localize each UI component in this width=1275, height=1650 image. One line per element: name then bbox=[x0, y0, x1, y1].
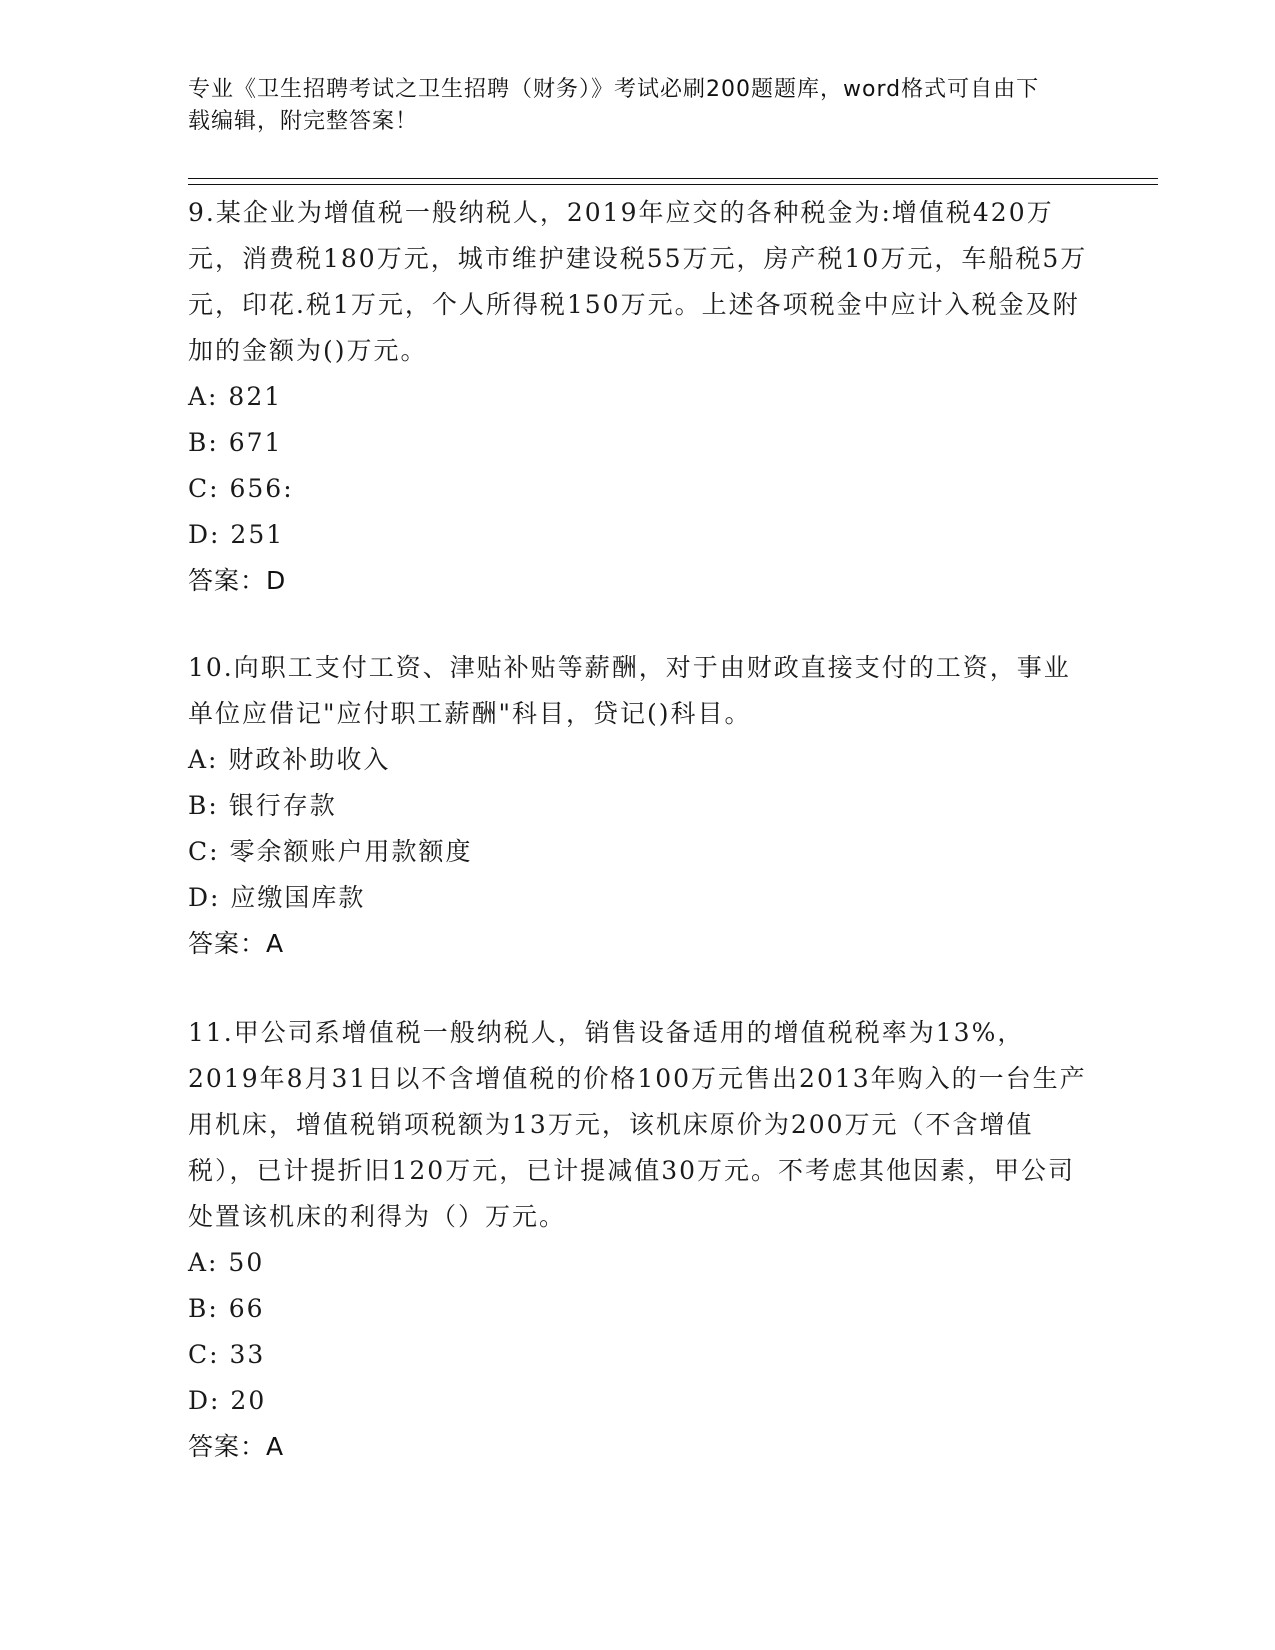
option-b: B: 671 bbox=[188, 428, 283, 457]
question-text: 9.某企业为增值税一般纳税人，2019年应交的各种税金为:增值税420万元，消费税180万元，城市维护建设税55万元，房产税10万元，车船税5万元，印花.税1万元，个人所得税150万元。上述各项税金中应计入税金及附加的金额为()万元。 bbox=[188, 198, 1088, 365]
option-d: D: 应缴国库款 bbox=[188, 883, 366, 912]
question-9 bbox=[188, 190, 1088, 604]
option-c: C: 零余额账户用款额度 bbox=[188, 837, 473, 866]
document-header: 专业《卫生招聘考试之卫生招聘（财务）》考试必刷200题题库，word格式可自由下载编辑，附完整答案！ bbox=[188, 77, 1040, 134]
answer: 答案：A bbox=[188, 1432, 285, 1461]
question-11 bbox=[188, 1010, 1088, 1470]
option-a: A: 50 bbox=[188, 1248, 265, 1277]
question-text: 10.向职工支付工资、津贴补贴等薪酬，对于由财政直接支付的工资，事业单位应借记"应付职工薪酬"科目，贷记()科目。 bbox=[188, 653, 1071, 728]
option-d: D: 251 bbox=[188, 520, 285, 549]
option-b: B: 银行存款 bbox=[188, 791, 337, 820]
question-10 bbox=[188, 645, 1088, 967]
option-a: A: 821 bbox=[188, 382, 283, 411]
option-c: C: 33 bbox=[188, 1340, 266, 1369]
option-b: B: 66 bbox=[188, 1294, 265, 1323]
answer: 答案：A bbox=[188, 929, 285, 958]
question-text: 11.甲公司系增值税一般纳税人，销售设备适用的增值税税率为13%，2019年8月31日以不含增值税的价格100万元售出2013年购入的一台生产用机床，增值税销项税额为13万元，该机床原价为200万元（不含增值税），已计提折旧120万元，已计提减值30万元。不考虑其他因素，甲公司处置该机床的利得为（）万元。 bbox=[188, 1018, 1087, 1231]
option-c: C: 656: bbox=[188, 474, 294, 503]
answer: 答案：D bbox=[188, 566, 287, 595]
header-divider-bottom bbox=[188, 184, 1158, 185]
header-divider-top bbox=[188, 178, 1158, 179]
option-d: D: 20 bbox=[188, 1386, 267, 1415]
option-a: A: 财政补助收入 bbox=[188, 745, 391, 774]
